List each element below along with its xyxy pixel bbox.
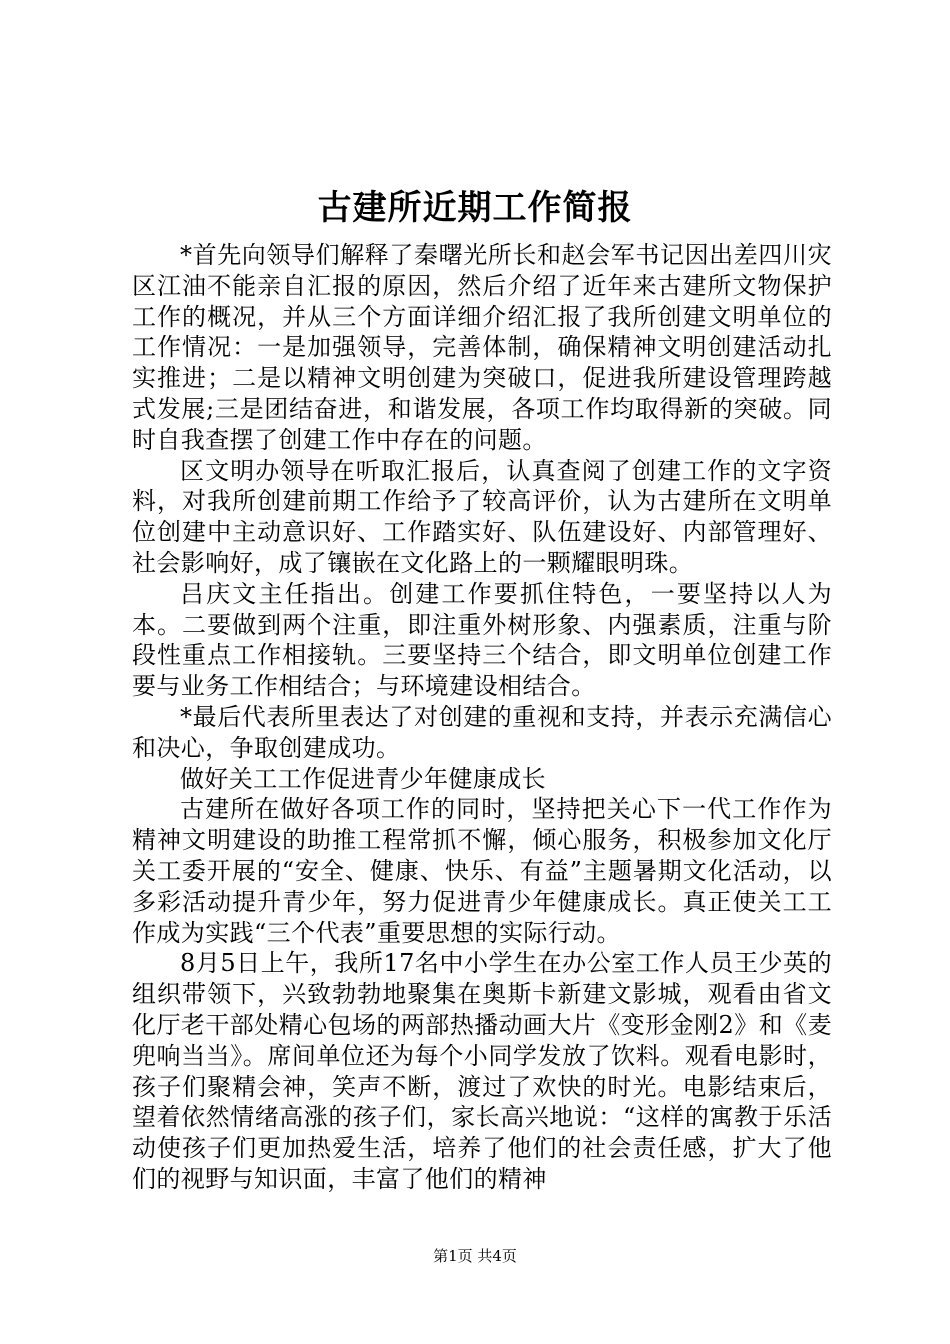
document-title: 古建所近期工作简报 bbox=[317, 188, 633, 228]
paragraph-director-remarks: 吕庆文主任指出。创建工作要抓住特色，一要坚持以人为本。二要做到两个注重，即注重外树形象、内强素质，注重与阶段性重点工作相接轨。三要坚持三个结合，即文明单位创建工作要与业务工作相结合；与环境建设相结合。 bbox=[132, 579, 832, 701]
page-number-footer: 第1页 共4页 bbox=[433, 1247, 517, 1265]
paragraph-report-intro: *首先向领导们解释了秦曙光所长和赵会军书记因出差四川灾区江油不能亲自汇报的原因，然后介绍了近年来古建所文物保护工作的概况，并从三个方面详细介绍汇报了我所创建文明单位的工作情况：一是加强领导，完善体制，确保精神文明创建活动扎实推进；二是以精神文明创建为突破口，促进我所建设管理跨越式发展;三是团结奋进，和谐发展，各项工作均取得新的突破。同时自我查摆了创建工作中存在的问题。 bbox=[132, 241, 832, 454]
paragraph-closing-statement: *最后代表所里表达了对创建的重视和支持，并表示充满信心和决心，争取创建成功。 bbox=[132, 702, 832, 762]
paragraph-district-evaluation: 区文明办领导在听取汇报后，认真查阅了创建工作的文字资料，对我所创建前期工作给予了较高评价，认为古建所在文明单位创建中主动意识好、工作踏实好、队伍建设好、内部管理好、社会影响好，成了镶嵌在文化路上的一颗耀眼明珠。 bbox=[132, 456, 832, 577]
section-heading: 做好关工工作促进青少年健康成长 bbox=[180, 764, 546, 793]
document-body bbox=[132, 240, 832, 1195]
paragraph-youth-care: 古建所在做好各项工作的同时，坚持把关心下一代工作作为精神文明建设的助推工程常抓不懈，倾心服务，积极参加文化厅关工委开展的“安全、健康、快乐、有益”主题暑期文化活动，以多彩活动提升青少年，努力促进青少年健康成长。真正使关工工作成为实践“三个代表”重要思想的实际行动。 bbox=[132, 795, 832, 947]
paragraph-movie-event: 8月5日上午，我所17名中小学生在办公室工作人员王少英的组织带领下，兴致勃勃地聚集在奥斯卡新建文影城，观看由省文化厅老干部处精心包场的两部热播动画大片《变形金刚2》和《麦兜响当当》。席间单位还为每个小同学发放了饮料。观看电影时，孩子们聚精会神，笑声不断，渡过了欢快的时光。电影结束后，望着依然情绪高涨的孩子们，家长高兴地说：“这样的寓教于乐活动使孩子们更加热爱生活，培养了他们的社会责任感，扩大了他们的视野与知识面，丰富了他们的精神 bbox=[132, 949, 832, 1193]
